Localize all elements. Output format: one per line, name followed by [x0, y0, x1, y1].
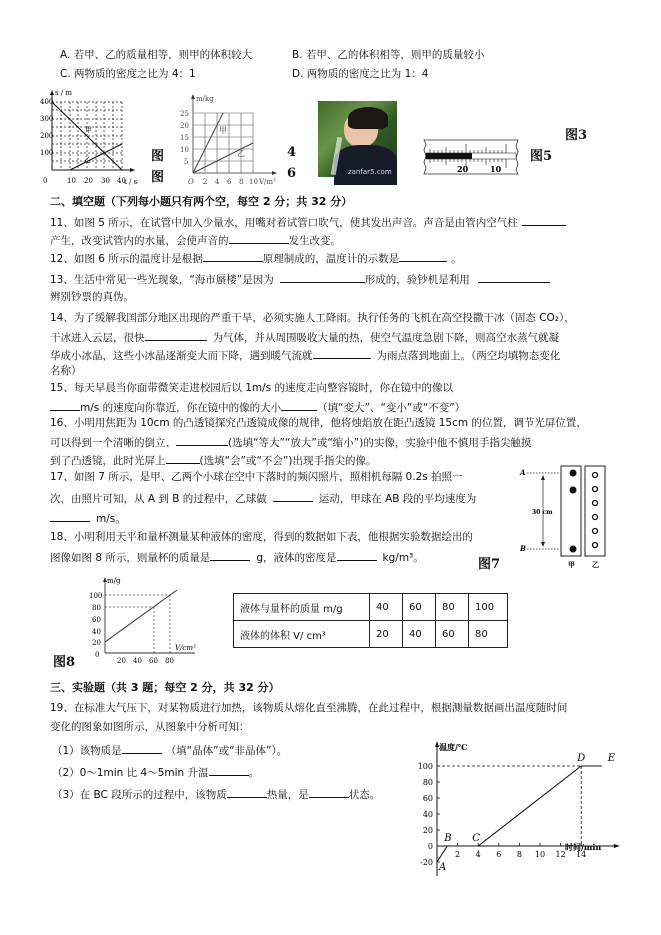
- q17-text: 运动，甲球在 AB 段的平均速度为: [318, 493, 477, 505]
- q15-line1: 15、每天早晨当你面带微笑走进校园后以 1m/s 的速度走向整容镜时，你在镜中的像以: [50, 382, 453, 394]
- q19-text: 热量，是: [266, 789, 309, 801]
- q13-line1: [50, 271, 550, 287]
- ball-yi: [593, 501, 598, 506]
- y-axis-label: m/g: [107, 577, 121, 585]
- ball-jia: [570, 487, 577, 494]
- table-cell: 60: [403, 594, 436, 621]
- q19-text: 状态。: [348, 789, 381, 801]
- col-jia-label: 甲: [568, 560, 575, 569]
- x-tick: 30: [101, 177, 110, 185]
- q12-text: 原理制成的，温度计的示数是: [262, 253, 400, 265]
- q17-blank-2[interactable]: [50, 510, 90, 522]
- y-tick: 400: [40, 98, 54, 106]
- figure-6-number: 6: [287, 166, 297, 181]
- y-tick: 0: [95, 651, 100, 659]
- y-tick: 10: [180, 146, 189, 154]
- q13-line2: 辨别钞票的真伪。: [50, 291, 134, 303]
- y-tick: 40: [92, 628, 101, 636]
- q12-blank-2[interactable]: [399, 250, 447, 262]
- q19-blank-1[interactable]: [122, 742, 162, 754]
- q14-line1: 14、为了缓解我国部分地区出现的严重干旱，必须实施人工降雨。执行任务的飞机在高空投撒干冰（固态 CO₂），: [50, 312, 575, 324]
- x-tick-label: 10: [534, 850, 546, 859]
- figure-3-label: 图3: [565, 128, 588, 143]
- q13-text: 形成的，验钞机是利用: [364, 274, 470, 286]
- q19-text: （填“晶体”或“非晶体”）。: [165, 745, 288, 757]
- series-yi-label: 乙: [237, 149, 245, 158]
- mercury-column: [426, 153, 472, 159]
- q19-sub2: [52, 764, 259, 780]
- table-cell: 60: [436, 621, 469, 648]
- q15-line2: [50, 399, 465, 415]
- y-tick: 200: [40, 132, 54, 140]
- y-tick-label: 40: [422, 810, 433, 819]
- x-tick-label: 12: [555, 850, 566, 859]
- q15-text: m/s 的速度向你靠近，你在镜中的像的大小: [80, 402, 282, 414]
- option-d: D. 两物质的密度之比为 1：4: [292, 68, 429, 80]
- q17-blank-1[interactable]: [273, 490, 313, 502]
- y-tick-label: 100: [417, 762, 433, 771]
- y-tick-label: 80: [422, 778, 433, 787]
- ball-yi: [593, 473, 598, 478]
- figure-4-number: 4: [287, 145, 297, 160]
- table-row-header: 液体与量杯的质量 m/g: [234, 594, 370, 621]
- y-tick-label: 20: [422, 826, 433, 835]
- q14-line2: [50, 329, 559, 345]
- label-b: B: [520, 544, 526, 553]
- q15-text: （填“变大”、“变小”或“不变”）: [317, 402, 466, 414]
- x-tick: 4: [215, 178, 220, 186]
- figure-6-mv-chart: [175, 88, 295, 188]
- y-tick-label: 0: [427, 842, 433, 851]
- q16-blank-1[interactable]: [176, 434, 228, 446]
- ball-jia: [570, 470, 577, 477]
- q18-text: g，液体的密度是: [256, 552, 337, 564]
- y-tick: 100: [40, 149, 54, 157]
- x-tick-label: 8: [516, 850, 522, 859]
- figure-5-label: 图5: [530, 149, 553, 164]
- point-label-b: B: [444, 833, 452, 844]
- y-axis-label: m/kg: [196, 95, 214, 103]
- photo-watermark: zanfar5.com: [348, 168, 392, 176]
- y-axis-label: s / m: [55, 89, 73, 97]
- y-tick: 80: [92, 604, 101, 612]
- figure-6-label-tu: 图: [151, 170, 165, 185]
- q11-line2: [50, 232, 341, 248]
- q19-line2: 变化的图象如图所示，从图象中分析可知：: [50, 721, 250, 733]
- y-tick: 60: [92, 616, 101, 624]
- series-yi-line: [193, 143, 253, 173]
- q13-blank-2[interactable]: [478, 271, 550, 283]
- q19-sub1: [52, 742, 287, 758]
- q19-text: （2）0～1min 比 4～5min 升温: [52, 767, 209, 779]
- figure-7-label: 图7: [478, 557, 501, 572]
- q19-text: （1）该物质是: [52, 745, 122, 757]
- y-tick-label: 60: [422, 794, 433, 803]
- label-a: A: [520, 468, 526, 477]
- figure-6-thermometer: [420, 138, 522, 176]
- q16-text: (选填“会”或“不会”)出现手指尖的像。: [199, 455, 377, 467]
- y-tick: 25: [180, 110, 189, 118]
- ball-jia: [570, 546, 577, 553]
- q17-text: m/s。: [96, 513, 126, 525]
- y-tick: 15: [180, 134, 189, 142]
- y-tick: 20: [180, 122, 189, 130]
- figure-7-strobe-photo: [515, 463, 625, 569]
- distance-label: 30 cm: [532, 509, 553, 516]
- series-yi-label: 乙: [84, 156, 91, 164]
- y-tick: 300: [40, 115, 54, 123]
- q11-blank-1[interactable]: [522, 214, 566, 226]
- series-jia-label: 甲: [219, 126, 227, 135]
- data-table: [233, 593, 508, 648]
- q14-text: 华成小冰晶，这些小冰晶逐渐变大而下降，遇到暖气流就: [50, 350, 313, 362]
- x-tick: 20: [84, 177, 93, 185]
- q16-line1: 16、小明用焦距为 10cm 的凸透镜探究凸透镜成像的规律，他将烛焰放在距凸透镜 15cm 的位置，调节光屏位置，: [50, 417, 587, 429]
- q18-line1: 18、小明利用天平和量杯测量某种液体的密度，得到的数据如下表，他根据实验数据绘出的: [50, 531, 473, 543]
- figure-8-mv-chart: [85, 575, 210, 665]
- table-cell: 40: [370, 594, 403, 621]
- q11-blank-2[interactable]: [229, 232, 289, 244]
- table-cell: 40: [403, 621, 436, 648]
- q14-line3: [50, 347, 560, 363]
- x-tick: 40: [133, 657, 142, 665]
- q17-text: 次，由照片可知，从 A 到 B 的过程中，乙球做: [50, 493, 267, 505]
- x-tick: 6: [227, 178, 232, 186]
- table-cell: 100: [469, 594, 508, 621]
- q19-text: （3）在 BC 段所示的过程中，该物质: [52, 789, 227, 801]
- figure-8-label: 图8: [53, 655, 76, 670]
- q13-text: 13、生活中常见一些光现象，“海市蜃楼”是因为: [50, 274, 274, 286]
- point-label-e: E: [607, 753, 616, 764]
- x-tick-label: 4: [475, 850, 481, 859]
- option-c: C. 两物质的密度之比为 4：1: [60, 68, 196, 80]
- x-axis-label: V/cm³: [175, 644, 196, 652]
- option-b: B. 若甲、乙的体积相等，则甲的质量较小: [292, 49, 485, 61]
- x-tick: 80: [165, 657, 174, 665]
- figure-4-label-tu: 图: [151, 149, 165, 164]
- y-tick-label: -20: [420, 858, 433, 867]
- q14-blank-1[interactable]: [145, 329, 207, 341]
- q16-blank-2[interactable]: [166, 452, 200, 464]
- table-cell: 20: [370, 621, 403, 648]
- y-tick: 5: [184, 158, 189, 166]
- figure-5-photo-girl-blowing-test-tube: [318, 101, 397, 177]
- x-tick-label: 6: [496, 850, 502, 859]
- q15-blank-2[interactable]: [281, 399, 317, 411]
- q14-line4: 名称）: [50, 365, 82, 377]
- section-3-title: 三、实验题（共 3 题；每空 2 分，共 32 分）: [50, 681, 280, 694]
- temperature-time-chart: [405, 735, 635, 873]
- table-row: [234, 621, 508, 648]
- q14-text: 干冰进入云层，很快: [50, 332, 145, 344]
- q19-text: 。: [248, 767, 260, 779]
- fig8-line: [105, 590, 177, 642]
- q16-line2: [50, 434, 531, 450]
- ball-yi: [593, 543, 598, 548]
- q12-text: 。: [451, 253, 462, 265]
- x-tick: 10: [249, 178, 258, 186]
- x-tick: 0: [43, 177, 48, 185]
- q17-line1: 17、如图 7 所示，是甲、乙两个小球在空中下落时的频闪照片，照相机每隔 0.2s 拍照一: [50, 471, 463, 483]
- x-axis-arrow: [614, 844, 620, 848]
- table-cell: 80: [436, 594, 469, 621]
- x-axis-label: V/m³: [259, 178, 276, 186]
- q19-blank-4[interactable]: [309, 786, 349, 798]
- option-a: A. 若甲、乙的质量相等，则甲的体积较大: [60, 49, 253, 61]
- q12-line: [50, 250, 462, 266]
- thermometer-label-10: 10: [490, 164, 502, 174]
- q14-blank-2[interactable]: [313, 347, 371, 359]
- figure-4-st-chart: [40, 88, 152, 188]
- x-tick: O: [188, 178, 194, 186]
- col-yi-label: 乙: [592, 560, 599, 569]
- q19-blank-3[interactable]: [227, 786, 267, 798]
- x-tick-label: 14: [576, 850, 587, 859]
- q18-blank-1[interactable]: [210, 549, 250, 561]
- point-label-d: D: [577, 753, 586, 764]
- x-tick-label: 2: [455, 850, 461, 859]
- q19-line1: 19、在标准大气压下，对某物质进行加热，该物质从熔化直至沸腾，在此过程中，根据测量数据画出温度随时间: [50, 702, 568, 714]
- ball-yi: [593, 487, 598, 492]
- x-tick: 2: [203, 178, 208, 186]
- x-tick: 40: [117, 177, 126, 185]
- q11-text: 11、如图 5 所示，在试管中加入少量水，用嘴对着试管口吹气，使其发出声音。声音是由管内空气柱: [50, 217, 518, 229]
- y-tick: 20: [92, 639, 101, 647]
- q18-blank-2[interactable]: [337, 549, 377, 561]
- q18-line2: [50, 549, 424, 565]
- series-jia-line: [193, 113, 223, 173]
- x-tick: 20: [117, 657, 126, 665]
- q16-text: (选填“等大”“放大”或“缩小”)的实像，实验中他不慎用手指尖触摸: [228, 437, 532, 449]
- q19-sub3: [52, 786, 380, 802]
- q11-text: 发生改变。: [288, 235, 341, 247]
- table-cell: 80: [469, 621, 508, 648]
- x-tick: 60: [149, 657, 158, 665]
- x-axis-label: 时间/min: [565, 842, 602, 852]
- x-tick: 10: [67, 177, 76, 185]
- q19-blank-2[interactable]: [209, 764, 249, 776]
- q16-line3: [50, 452, 376, 468]
- q16-text: 到了凸透镜，此时光屏上: [50, 455, 166, 467]
- series-jia-label: 甲: [85, 126, 92, 134]
- q15-blank-1[interactable]: [50, 399, 80, 411]
- thermometer-label-20: 20: [457, 164, 469, 174]
- ball-yi: [593, 515, 598, 520]
- q17-line2: [50, 490, 476, 506]
- x-tick: 8: [239, 178, 244, 186]
- point-label-c: C: [472, 833, 480, 844]
- point-label-a: A: [439, 862, 447, 873]
- ball-yi: [593, 529, 598, 534]
- q12-blank-1[interactable]: [203, 250, 263, 262]
- y-axis-label: 温度/℃: [439, 742, 468, 752]
- q14-text: 为雨点落到地面上。（两空均填物态变化: [376, 350, 561, 362]
- table-row: [234, 594, 508, 621]
- x-axis-label: t / s: [124, 178, 138, 186]
- q12-text: 12、如图 6 所示的温度计是根据: [50, 253, 203, 265]
- q14-text: 为气体，并从周围吸收大量的热，使空气温度急剧下降，则高空水蒸气就凝: [212, 332, 559, 344]
- table-row-header: 液体的体积 V/ cm³: [234, 621, 370, 648]
- section-2-title: 二、填空题（下列每小题只有两个空，每空 2 分；共 32 分）: [50, 195, 353, 208]
- q11-text: 产生，改变试管内的水量，会使声音的: [50, 235, 229, 247]
- q16-text: 可以得到一个清晰的倒立、: [50, 437, 176, 449]
- q13-blank-1[interactable]: [280, 271, 365, 283]
- q17-line3: [50, 510, 126, 526]
- q18-text: 图像如图 8 所示，则量杯的质量是: [50, 552, 211, 564]
- q11-line1: [50, 214, 566, 230]
- y-tick: 100: [89, 592, 103, 600]
- q18-text: kg/m³。: [382, 552, 424, 564]
